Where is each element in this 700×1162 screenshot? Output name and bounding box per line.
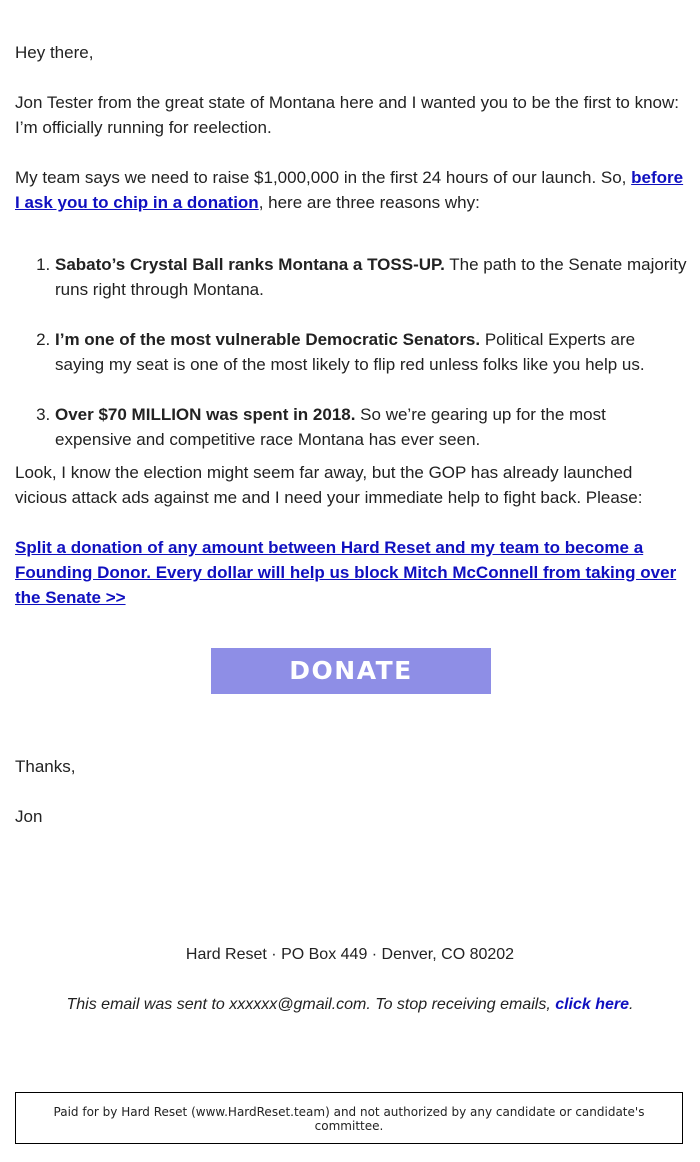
donate-button[interactable]: DONATE (211, 648, 491, 694)
reason-text: So we’re gearing up for the most expensive and competitive race Montana has ever seen. (55, 405, 606, 449)
email-footer (0, 942, 700, 1017)
greeting: Hey there, (15, 43, 94, 62)
reason-text: The path to the Senate majority runs right through Montana. (55, 255, 687, 299)
signature: Jon (15, 807, 43, 826)
unsubscribe-end: . (629, 996, 634, 1013)
reason-headline: I’m one of the most vulnerable Democratic Senators. (55, 330, 481, 349)
donate-container (15, 648, 687, 694)
ask-tail: , here are three reasons why: (258, 193, 480, 212)
list-item (55, 402, 687, 452)
reason-text: Political Experts are saying my seat is one of the most likely to flip red unless folks like you help us. (55, 330, 645, 374)
ask-paragraph (15, 165, 687, 215)
reason-headline: Over $70 MILLION was spent in 2018. (55, 405, 356, 424)
mailing-address: Hard Reset · PO Box 449 · Denver, CO 80202 (185, 946, 515, 963)
ask-lead: My team says we need to raise $1,000,000 in the first 24 hours of our launch. So, (15, 168, 632, 187)
email-body (15, 40, 687, 829)
reason-headline: Sabato’s Crystal Ball ranks Montana a TOSS-UP. (55, 255, 445, 274)
founding-donor-link[interactable]: Split a donation of any amount between Hard Reset and my team to become a Founding Donor. Every dollar will help us block Mitch McConnell from taking over the Senate >> (15, 538, 677, 607)
sign-off: Thanks, (15, 757, 76, 776)
list-item (55, 252, 687, 302)
unsubscribe-link[interactable]: click here (555, 996, 630, 1013)
cta-paragraph (15, 535, 687, 610)
unsubscribe-text: This email was sent to xxxxxx@gmail.com. To stop receiving emails, (66, 996, 556, 1013)
chip-in-link[interactable]: before I ask you to chip in a donation (15, 168, 684, 212)
reasons-list (15, 252, 687, 452)
unsubscribe-notice (0, 992, 700, 1017)
urgency-paragraph: Look, I know the election might seem far away, but the GOP has already launched vicious attack ads against me and I need your immediate help to fight back. Please: (15, 463, 643, 507)
list-item (55, 327, 687, 377)
intro-paragraph: Jon Tester from the great state of Montana here and I wanted you to be the first to know: I’m officially running for reelection. (15, 93, 680, 137)
paid-for-disclaimer: Paid for by Hard Reset (www.HardReset.team) and not authorized by any candidate or candidate's committee. (15, 1092, 683, 1144)
